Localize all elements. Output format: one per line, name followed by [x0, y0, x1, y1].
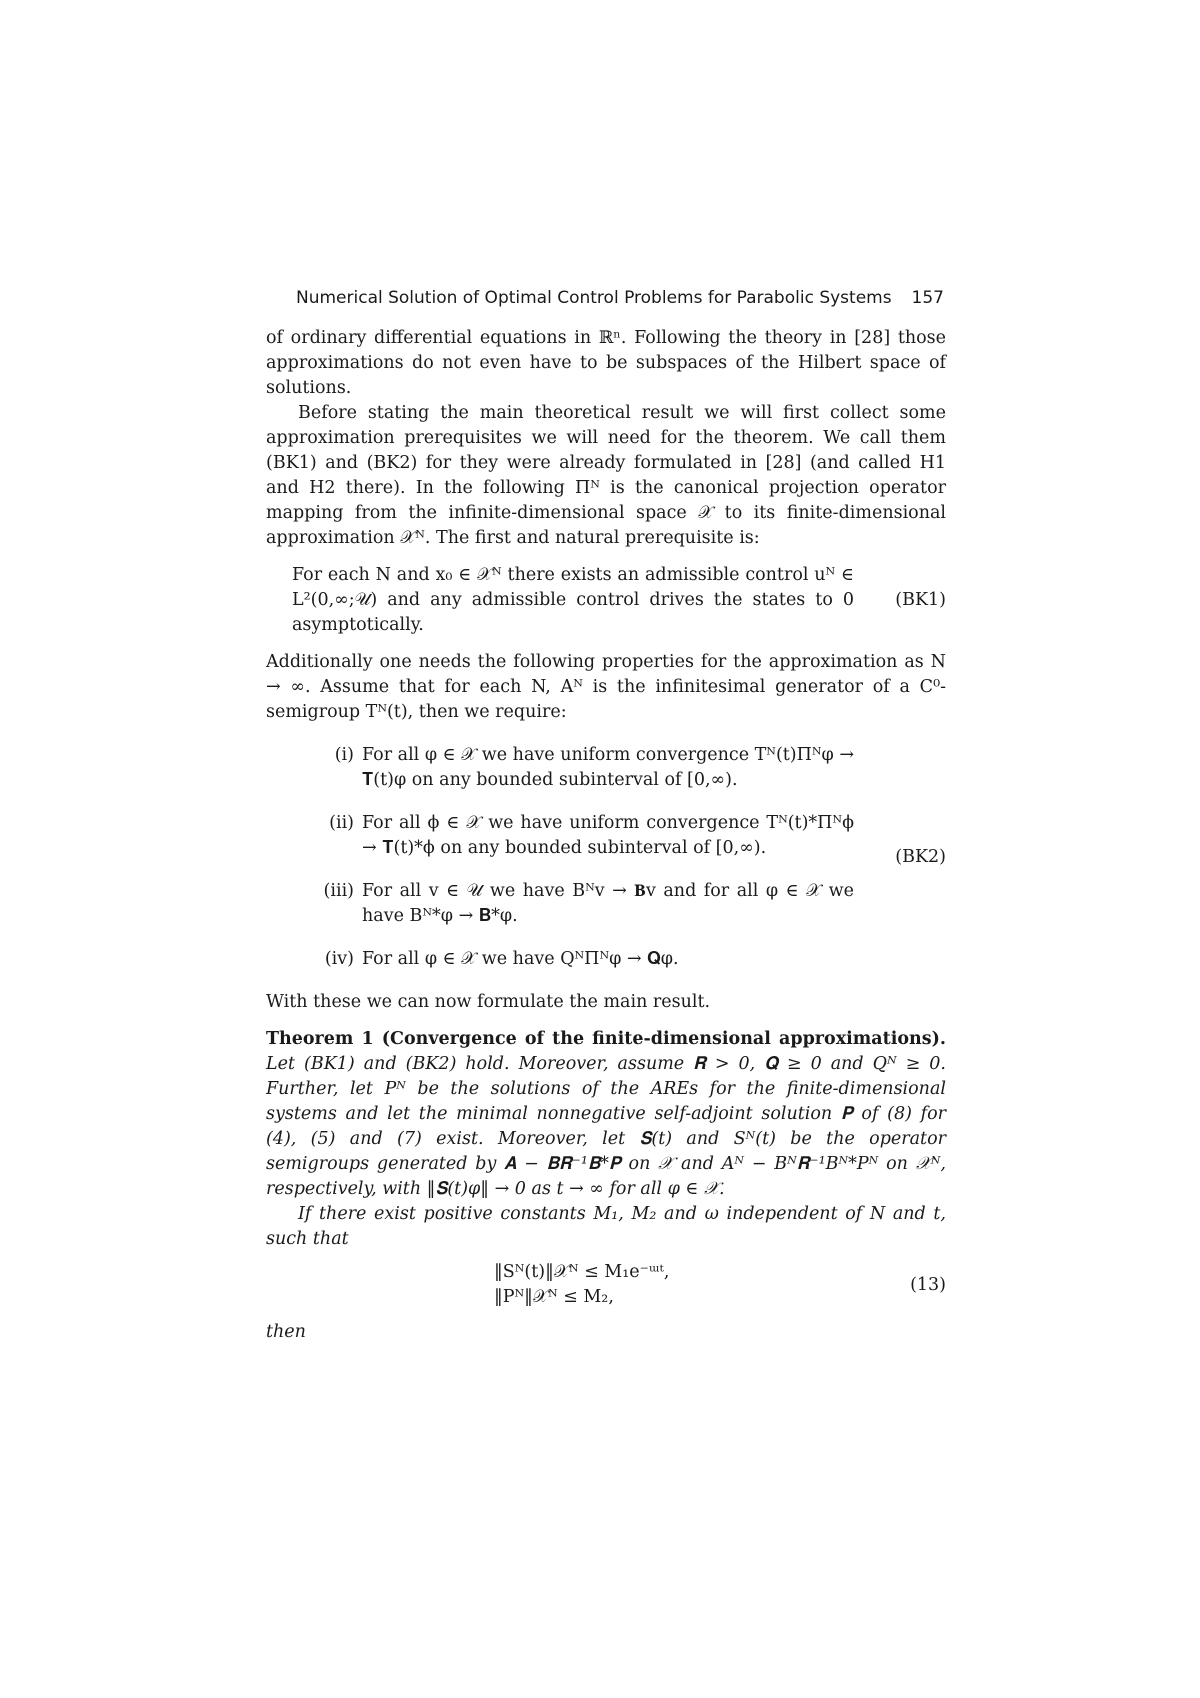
- paragraph-4: With these we can now formulate the main result.: [266, 992, 711, 1012]
- theorem-1: [266, 1027, 946, 1202]
- item-number: (iii): [323, 881, 354, 901]
- requirement-bk1: [292, 563, 946, 638]
- paragraph-3: Additionally one needs the following properties for the approximation as N → ∞. Assume that for each N, Aᴺ is the infinitesimal generator of a C⁰-semigroup Tᴺ(t), then we require:: [266, 652, 946, 722]
- running-header: [296, 286, 944, 311]
- equation-13: [266, 1260, 946, 1310]
- list-item: [314, 811, 854, 861]
- equation-line-2: ‖Pᴺ‖𝒳ᴺ ≤ M₂,: [494, 1287, 614, 1307]
- bk1-text: For each N and x₀ ∈ 𝒳ᴺ there exists an admissible control uᴺ ∈ L²(0,∞;𝒰) and any admissible control drives the states to 0 asymptotically.: [292, 565, 854, 635]
- list-item: [314, 879, 854, 929]
- bk2-list: [314, 743, 854, 972]
- equation-line-1: ‖Sᴺ(t)‖𝒳ᴺ ≤ M₁e⁻ᵚᵗ,: [494, 1262, 670, 1282]
- item-number: (i): [334, 745, 354, 765]
- equation-lines: [494, 1260, 669, 1310]
- list-item: [314, 947, 854, 972]
- item-text: For all φ ∈ 𝒳 we have QᴺΠᴺφ → 𝐐φ.: [362, 949, 679, 969]
- paragraph-1: of ordinary differential equations in ℝⁿ. Following the theory in [28] those approximations do not even have to be subspaces of the Hilbert space of solutions.: [266, 328, 946, 398]
- paragraph-2: Before stating the main theoretical result we will first collect some approximation prerequisites we will need for the theorem. We call them (BK1) and (BK2) for they were already formulated in [28] (and called H1 and H2 there). In the following Πᴺ is the canonical projection operator mapping from the infinite-dimensional space 𝒳 to its finite-dimensional approximation 𝒳ᴺ. The first and natural prerequisite is:: [266, 403, 946, 548]
- requirement-bk2: [266, 743, 946, 972]
- list-item: [314, 743, 854, 793]
- item-number: (iv): [324, 949, 354, 969]
- item-text: For all ϕ ∈ 𝒳 we have uniform convergence Tᴺ(t)*Πᴺϕ → 𝐓(t)*ϕ on any bounded subinterval of [0,∞).: [362, 813, 854, 858]
- item-text: For all v ∈ 𝒰 we have Bᴺv → 𝐁v and for all φ ∈ 𝒳 we have Bᴺ*φ → 𝐁*φ.: [362, 881, 854, 926]
- running-title: Numerical Solution of Optimal Control Problems for Parabolic Systems: [296, 288, 892, 308]
- theorem-condition: If there exist positive constants M₁, M₂ and ω independent of N and t, such that: [266, 1204, 946, 1249]
- page-number: 157: [911, 288, 944, 308]
- bk2-label: (BK2): [895, 847, 946, 867]
- then-text: then: [266, 1322, 306, 1342]
- item-number: (ii): [329, 813, 354, 833]
- bk1-label: (BK1): [895, 590, 946, 610]
- theorem-statement: Let (BK1) and (BK2) hold. Moreover, assume 𝐑 > 0, 𝐐 ≥ 0 and Qᴺ ≥ 0. Further, let Pᴺ be the solutions of the AREs for the finite-dimensional systems and let the minimal nonnegative self-adjoint solution 𝐏 of (8) for (4), (5) and (7) exist. Moreover, let 𝐒(t) and Sᴺ(t) be the operator semigroups generated by 𝐀 − 𝐁𝐑⁻¹𝐁*𝐏 on 𝒳 and Aᴺ − Bᴺ𝐑⁻¹Bᴺ*Pᴺ on 𝒳ᴺ, respectively, with ‖𝐒(t)φ‖ → 0 as t → ∞ for all φ ∈ 𝒳.: [266, 1054, 946, 1199]
- main-text: [266, 326, 946, 1345]
- theorem-heading: Theorem 1 (Convergence of the finite-dimensional approximations).: [266, 1029, 946, 1049]
- equation-label: (13): [910, 1274, 946, 1295]
- item-text: For all φ ∈ 𝒳 we have uniform convergence Tᴺ(t)Πᴺφ → 𝐓(t)φ on any bounded subinterval of [0,∞).: [362, 745, 855, 790]
